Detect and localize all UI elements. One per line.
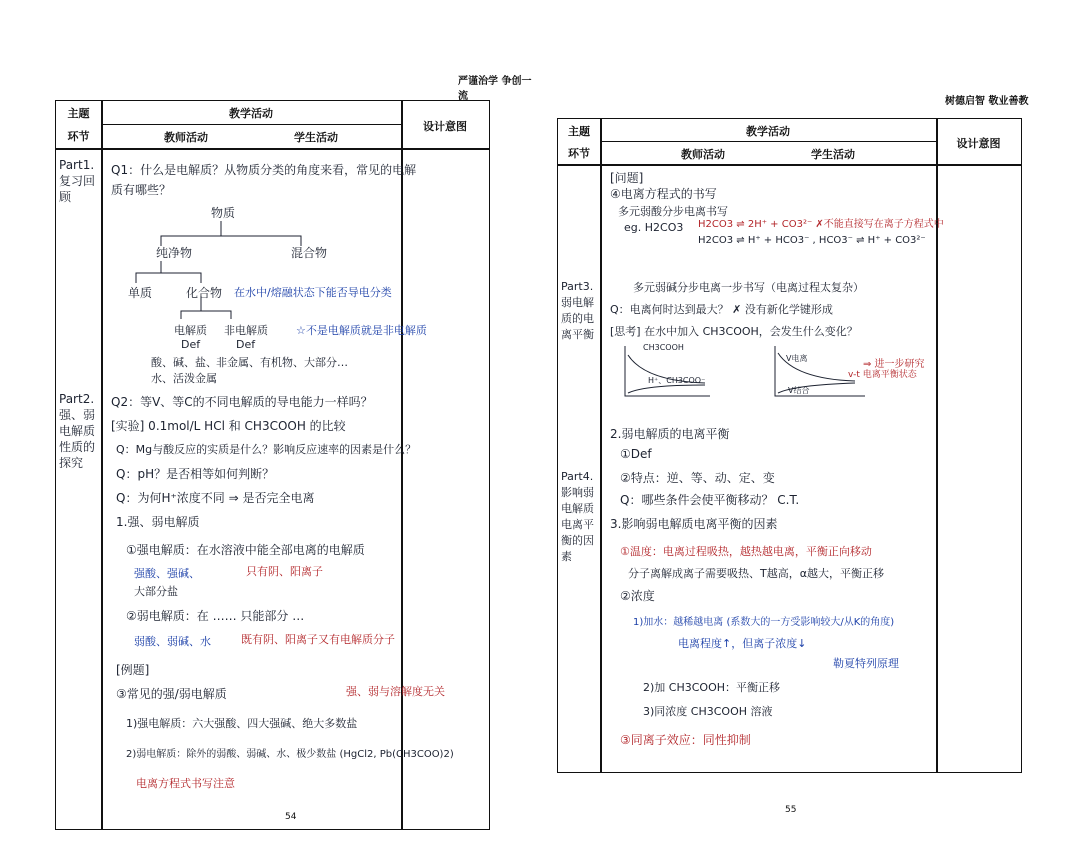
design-intent-header: 设计意图 <box>423 120 467 133</box>
teacher-activity-header: 教师活动 <box>164 131 208 144</box>
part4-label: Part4. 影响弱电解质电离平衡的因素 <box>561 470 594 563</box>
temperature-line: ①温度：电离过程吸热，越热越电离，平衡正向移动 <box>620 545 872 558</box>
part2-label: Part2. 强、弱电解质性质的探究 <box>59 392 96 470</box>
teacher-activity-header-right: 教师活动 <box>681 148 725 161</box>
polybase-note: 多元弱碱分步电离一步书写（电离过程太复杂） <box>633 281 864 294</box>
q1-line2: 质有哪些？ <box>111 183 172 197</box>
student-activity-header-right: 学生活动 <box>811 148 855 161</box>
sketch-ch3cooh: CH3COOH <box>643 343 684 352</box>
section2-title: 2.弱电解质的电离平衡 <box>610 427 730 441</box>
q2-line: Q2：等V、等C的不同电解质的导电能力一样吗？ <box>111 395 373 409</box>
part1-label: Part1. 复习回顾 <box>59 158 96 204</box>
node-compound: 化合物 <box>186 286 223 300</box>
add-acid-line: 2)加 CH3COOH：平衡正移 <box>643 681 781 694</box>
right-equation: H2CO3 ⇌ H⁺ + HCO3⁻ , HCO3⁻ ⇌ H⁺ + CO3²⁻ <box>698 235 926 246</box>
def-a: Def <box>181 338 201 351</box>
weak-ions-note: 既有阴、阳离子又有电解质分子 <box>241 633 395 646</box>
right-lesson-table <box>557 118 1022 773</box>
def-b: Def <box>236 338 256 351</box>
weak-examples: 弱酸、弱碱、水 <box>134 635 211 648</box>
electrolyte-note: ☆不是电解质就是非电解质 <box>296 324 427 337</box>
right-page-header: 树德启智 敬业善教 <box>945 96 1029 107</box>
equilibrium-state-note: v-t 电离平衡状态 <box>848 370 917 380</box>
features-line: ②特点：逆、等、动、定、变 <box>620 471 775 485</box>
node-pure: 纯净物 <box>156 246 193 260</box>
sketch-v-combine: V结合 <box>788 386 810 395</box>
q-conditions: Q：哪些条件会使平衡移动？ C.T. <box>620 493 800 507</box>
common-ion-line: ③同离子效应：同性抑制 <box>620 733 751 747</box>
right-page-number: 55 <box>785 805 797 815</box>
node-nonelectrolyte: 非电解质 <box>224 324 268 337</box>
same-conc-line: 3)同浓度 CH3COOH 溶液 <box>643 705 773 718</box>
design-intent-header-right: 设计意图 <box>956 137 1001 150</box>
strong-list: 1)强电解质：六大强酸、四大强碱、绝大多数盐 <box>126 717 358 730</box>
q1-line1: Q1：什么是电解质？从物质分类的角度来看，常见的电解 <box>111 163 417 177</box>
electrolyte-examples2: 水、活泼金属 <box>151 372 217 385</box>
further-study-note: ⇒ 进一步研究 <box>863 359 925 370</box>
section1-title: 1.强、弱电解质 <box>116 515 200 529</box>
sketch-ions: H⁺、CH3COO⁻ <box>648 376 706 385</box>
solubility-note: 强、弱与溶解度无关 <box>346 685 445 698</box>
strong-examples2: 大部分盐 <box>134 585 178 598</box>
theme-header: 主题 <box>67 107 90 120</box>
strong-def: ①强电解质：在水溶液中能全部电离的电解质 <box>126 543 365 557</box>
left-page <box>40 60 540 840</box>
wrong-equation: H2CO3 ⇌ 2H⁺ + CO3²⁻ ✗不能直接写在离子方程式中 <box>698 219 944 230</box>
def-label: ①Def <box>620 447 652 461</box>
weak-list: 2)弱电解质：除外的弱酸、弱碱、水、极少数盐 (HgCl2, Pb(CH3COO)2) <box>126 749 454 760</box>
theme-header-right: 主题 <box>568 125 590 138</box>
example-label: [例题] <box>116 663 150 677</box>
node-electrolyte: 电解质 <box>174 324 207 337</box>
teaching-activity-header: 教学活动 <box>229 107 273 120</box>
ionization-degree-note: 电离程度↑，但离子浓度↓ <box>678 637 807 650</box>
right-page <box>545 80 1045 840</box>
polyacid-note: 多元弱酸分步电离书写 <box>618 205 728 218</box>
temperature-note: 分子离解成离子需要吸热、T越高，α越大，平衡正移 <box>628 567 884 580</box>
classification-tree <box>101 201 401 401</box>
add-water-line: 1)加水：越稀越电离 (系数大的一方受影响较大/从K的角度) <box>633 617 895 628</box>
question-label: [问题] <box>610 171 644 185</box>
part3-label: Part3. 弱电解质的电离平衡 <box>561 280 594 341</box>
classify-note: 在水中/熔融状态下能否导电分类 <box>234 286 392 299</box>
left-page-number: 54 <box>285 812 297 822</box>
teaching-activity-header-right: 教学活动 <box>746 125 790 138</box>
experiment-line: [实验] 0.1mol/L HCl 和 CH3COOH 的比较 <box>111 419 346 433</box>
q-ph-line: Q：pH？是否相等如何判断？ <box>116 467 275 481</box>
concentration-label: ②浓度 <box>620 589 655 603</box>
sketch-v-ionize: V电离 <box>786 354 808 363</box>
strong-ions-note: 只有阴、阳离子 <box>246 565 323 578</box>
le-chatelier-note: 勒夏特列原理 <box>833 657 899 670</box>
q-maximum: Q：电离何时达到最大？ ✗ 没有新化学键形成 <box>610 303 833 316</box>
equation-title: ④电离方程式的书写 <box>610 187 717 201</box>
q-mg-line: Q：Mg与酸反应的实质是什么？影响反应速率的因素是什么？ <box>116 443 417 456</box>
nonelectrolyte-examples: 非金属、有机物、大部分… <box>216 356 348 369</box>
section-header: 环节 <box>67 130 90 143</box>
node-substance: 物质 <box>211 206 236 220</box>
left-lesson-table <box>55 100 490 830</box>
weak-def: ②弱电解质：在 …… 只能部分 … <box>126 609 305 623</box>
equation-note: 电离方程式书写注意 <box>136 777 235 790</box>
common-title: ③常见的强/弱电解质 <box>116 687 227 701</box>
node-mixture: 混合物 <box>291 246 328 260</box>
strong-examples1: 强酸、强碱、 <box>134 567 200 580</box>
section3-title: 3.影响弱电解质电离平衡的因素 <box>610 517 778 531</box>
section-header-right: 环节 <box>568 147 590 160</box>
eg-label: eg. H2CO3 <box>624 221 684 234</box>
student-activity-header: 学生活动 <box>294 131 338 144</box>
think-line: [思考] 在水中加入 CH3COOH，会发生什么变化？ <box>610 325 858 338</box>
node-element: 单质 <box>128 286 153 300</box>
left-page-header: 严谨治学 争创一流 <box>458 76 532 102</box>
electrolyte-examples1: 酸、碱、盐、 <box>151 356 217 369</box>
q-h-line: Q：为何H⁺浓度不同 ⇒ 是否完全电离 <box>116 491 315 505</box>
